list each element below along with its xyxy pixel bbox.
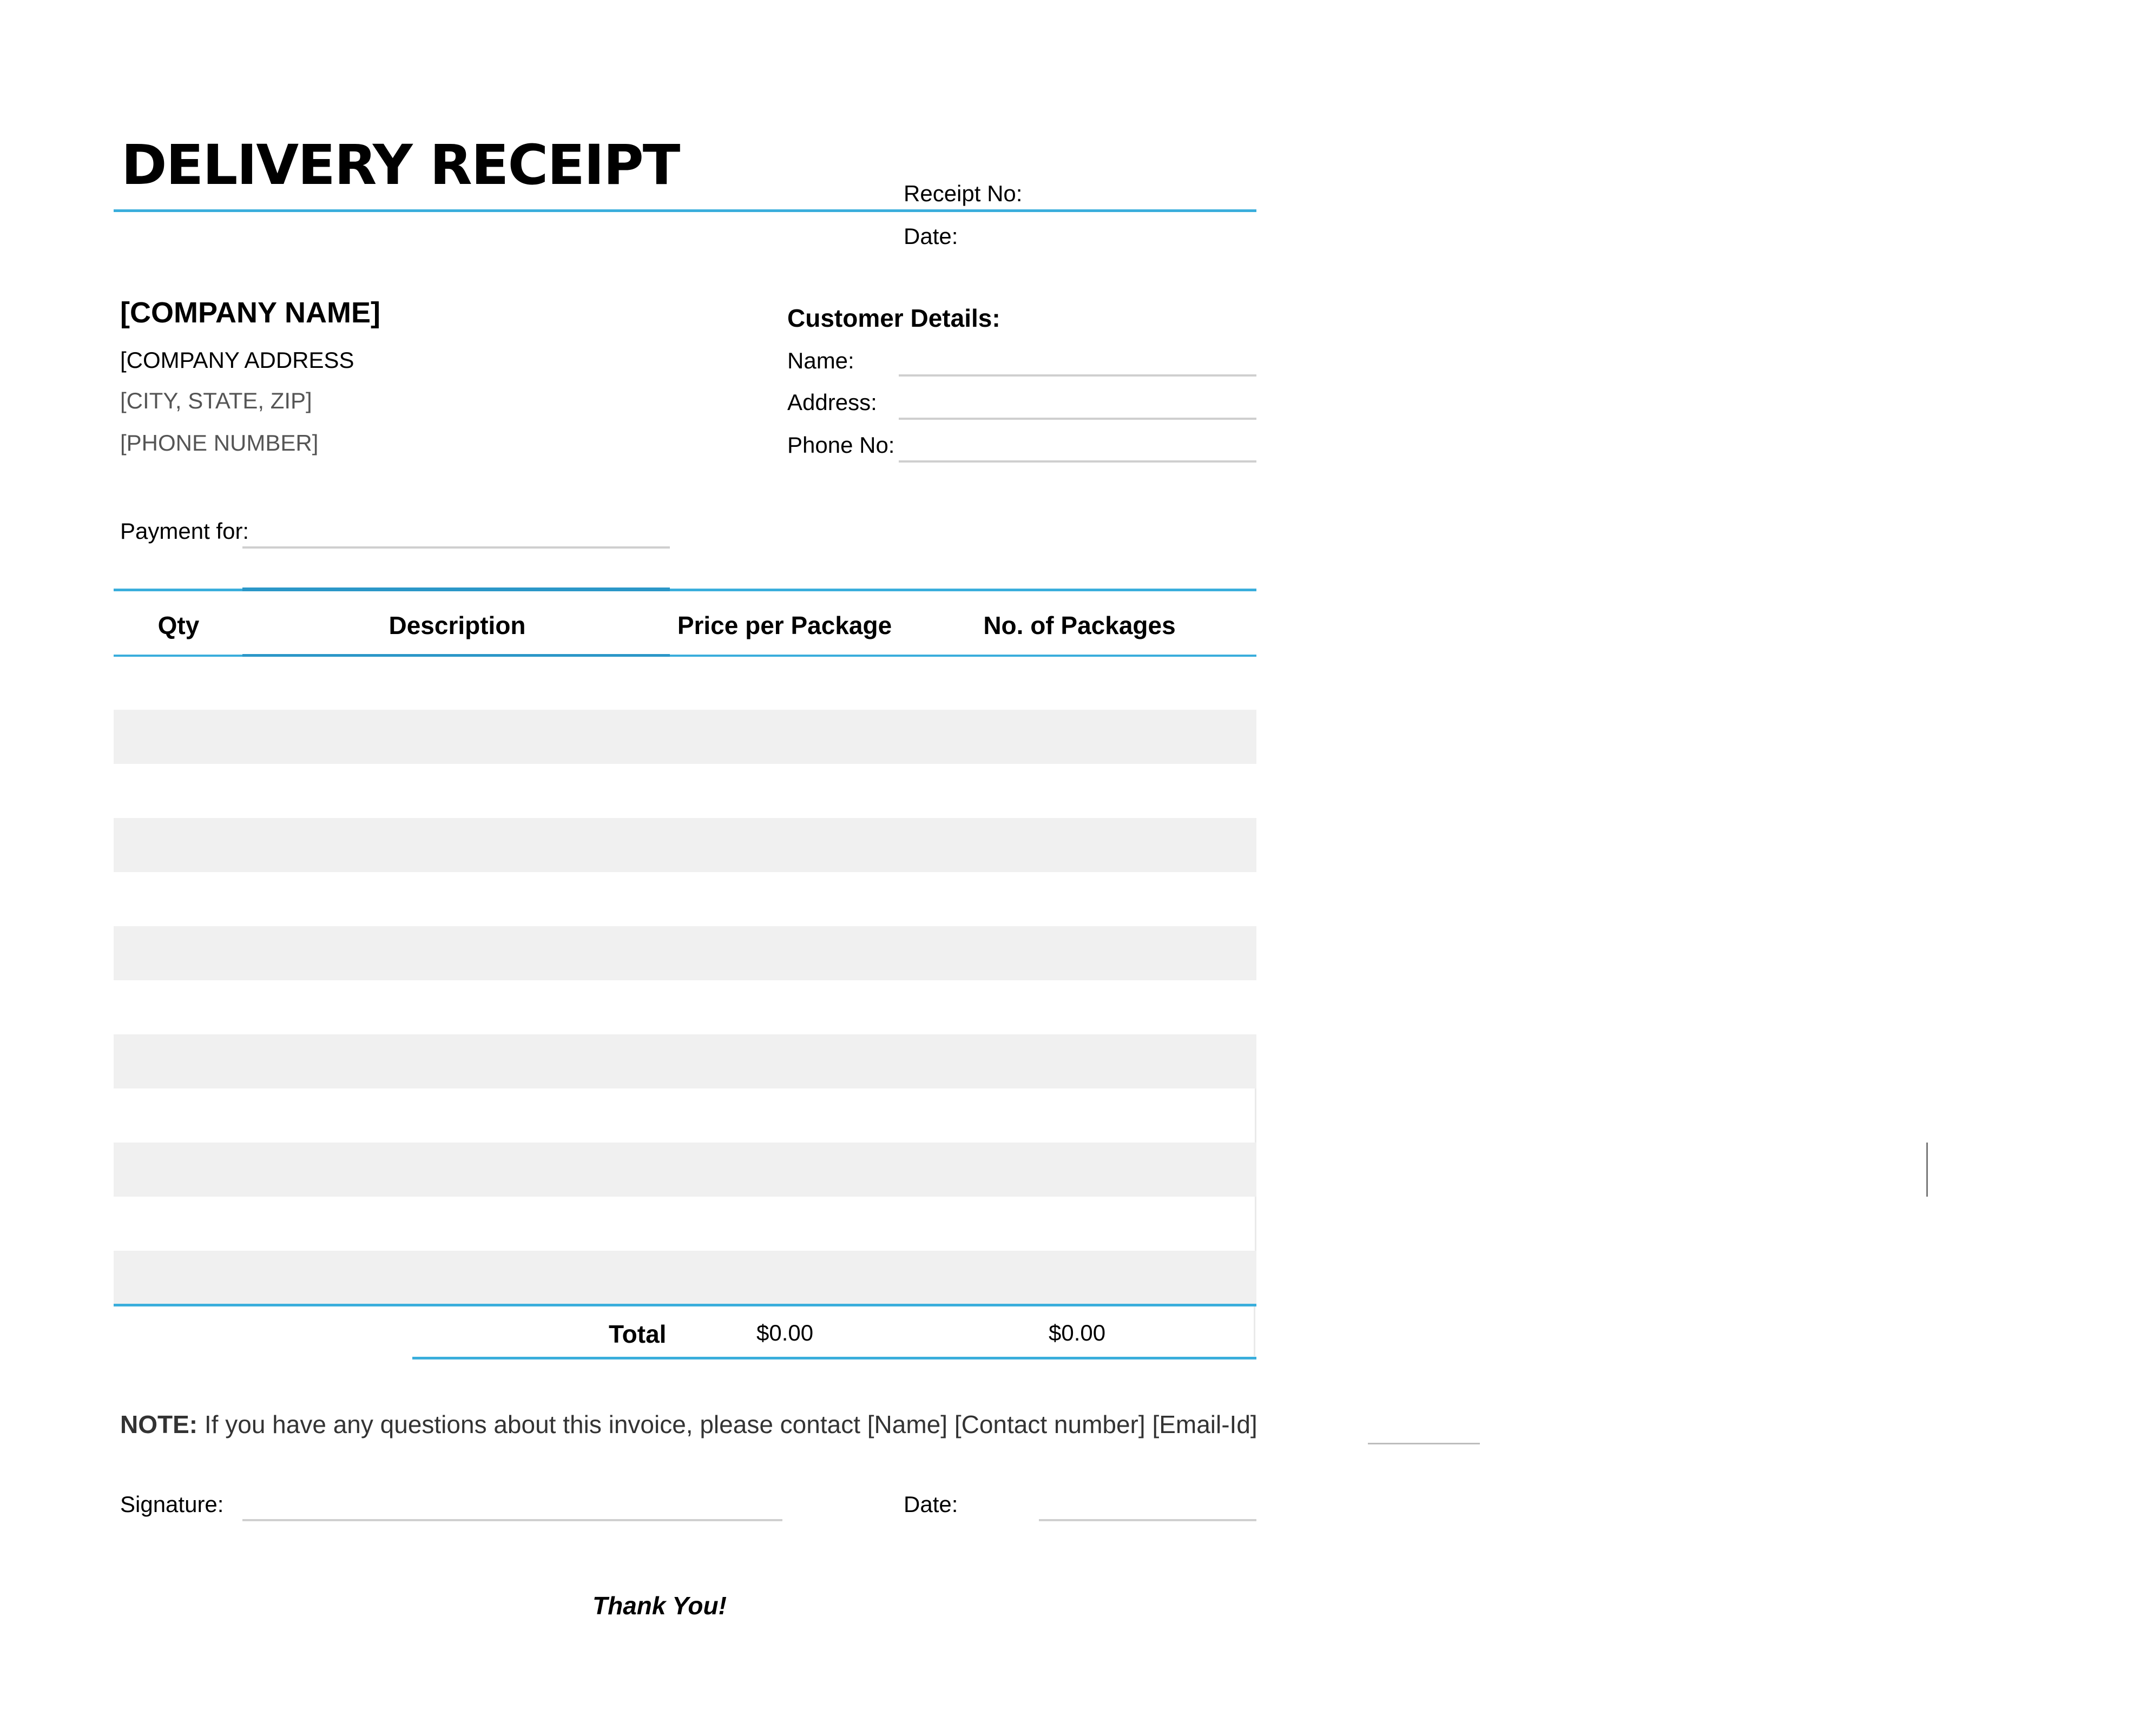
column-header-qty: Qty	[157, 611, 200, 639]
company-city-state-zip: [CITY, STATE, ZIP]	[120, 388, 312, 413]
table-row[interactable]	[114, 764, 1256, 818]
company-address: [COMPANY ADDRESS	[120, 347, 354, 373]
table-bottom-border	[114, 1304, 1256, 1306]
table-header-accent-segment	[242, 588, 670, 591]
table-row[interactable]	[114, 1251, 1256, 1305]
note-prefix: NOTE:	[120, 1410, 198, 1438]
table-row[interactable]	[114, 818, 1256, 872]
note-body: If you have any questions about this invoice, please contact [Name] [Contact number] [Email-Id]	[197, 1410, 1257, 1438]
date-label: Date:	[904, 223, 958, 249]
total-label: Total	[609, 1320, 667, 1348]
table-row[interactable]	[114, 926, 1256, 980]
customer-details-heading: Customer Details:	[787, 304, 1000, 332]
note-text	[120, 1407, 1262, 1442]
customer-phone-label: Phone No:	[787, 432, 895, 458]
payment-for-field[interactable]	[242, 546, 670, 549]
table-row[interactable]	[114, 710, 1256, 764]
table-row[interactable]	[114, 1034, 1256, 1088]
document-title: DELIVERY RECEIPT	[121, 133, 680, 197]
table-row[interactable]	[114, 980, 1256, 1034]
customer-name-field[interactable]	[899, 374, 1256, 377]
total-price: $0.00	[756, 1320, 814, 1345]
signature-field[interactable]	[242, 1519, 782, 1521]
footer-date-field[interactable]	[1039, 1519, 1256, 1521]
table-row[interactable]	[114, 1143, 1256, 1197]
payment-for-label: Payment for:	[120, 518, 249, 544]
column-header-description: Description	[389, 611, 526, 639]
title-underline	[114, 209, 1256, 212]
table-row[interactable]	[114, 1197, 1256, 1251]
table-row[interactable]	[114, 1088, 1256, 1143]
stray-underline-mark	[1368, 1443, 1480, 1444]
receipt-no-label: Receipt No:	[904, 181, 1023, 206]
customer-address-field[interactable]	[899, 418, 1256, 420]
company-phone: [PHONE NUMBER]	[120, 430, 319, 456]
signature-label: Signature:	[120, 1491, 224, 1517]
customer-phone-field[interactable]	[899, 460, 1256, 463]
totals-row-right-edge	[1254, 1306, 1255, 1356]
company-name: [COMPANY NAME]	[120, 296, 380, 329]
footer-date-label: Date:	[904, 1491, 958, 1517]
column-header-no-of-packages: No. of Packages	[983, 611, 1176, 639]
thank-you-text: Thank You!	[592, 1592, 727, 1620]
totals-underline	[412, 1357, 1256, 1359]
total-packages: $0.00	[1049, 1320, 1106, 1345]
customer-address-label: Address:	[787, 390, 877, 415]
table-row[interactable]	[114, 872, 1256, 926]
text-cursor-mark	[1926, 1143, 1928, 1197]
customer-name-label: Name:	[787, 348, 854, 373]
table-row[interactable]	[114, 657, 1256, 710]
column-header-price-per-package: Price per Package	[677, 611, 892, 639]
